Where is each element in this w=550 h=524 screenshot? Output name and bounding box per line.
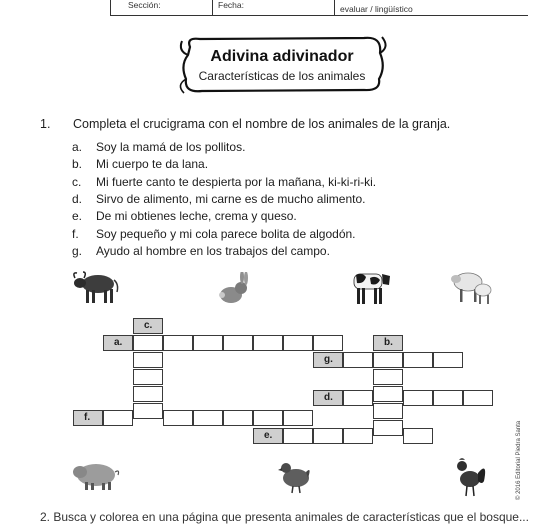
hen-icon	[278, 458, 312, 494]
crossword-cell[interactable]	[403, 428, 433, 444]
crossword-cell[interactable]	[373, 403, 403, 419]
crossword-cell[interactable]	[283, 410, 313, 426]
clue-c: c. Mi fuerte canto te despierta por la mañana, ki-ki-ri-ki.	[72, 175, 377, 189]
crossword-cell[interactable]	[343, 352, 373, 368]
crossword-cell[interactable]	[283, 335, 313, 351]
pig-icon	[72, 458, 122, 494]
clue-a: a. Soy la mamá de los pollitos.	[72, 140, 246, 154]
header-divider	[334, 0, 335, 15]
clue-e: e. De mi obtienes leche, crema y queso.	[72, 209, 297, 223]
crossword-cell[interactable]	[103, 410, 133, 426]
crossword-cell[interactable]	[313, 335, 343, 351]
crossword-cell[interactable]	[283, 428, 313, 444]
crossword-cell[interactable]	[403, 352, 433, 368]
crossword-label-c: c.	[133, 318, 163, 334]
crossword-cell[interactable]	[343, 390, 373, 406]
crossword-cell[interactable]	[133, 352, 163, 368]
crossword-cell[interactable]	[373, 369, 403, 385]
crossword-cell[interactable]	[433, 390, 463, 406]
crossword-cell[interactable]	[223, 335, 253, 351]
crossword-label-g: g.	[313, 352, 343, 368]
crossword-cell[interactable]	[373, 352, 403, 368]
cow-icon	[346, 266, 392, 308]
rooster-icon	[452, 455, 488, 497]
clue-d: d. Sirvo de alimento, mi carne es de mucho alimento.	[72, 192, 366, 206]
question-number: 1.	[40, 117, 51, 131]
clue-g: g. Ayudo al hombre en los trabajos del campo.	[72, 244, 330, 258]
section-label: Sección:	[128, 0, 161, 10]
crossword-cell[interactable]	[253, 410, 283, 426]
crossword-cell[interactable]	[373, 420, 403, 436]
crossword-cell[interactable]	[463, 390, 493, 406]
header-divider	[212, 0, 213, 15]
crossword-cell[interactable]	[163, 335, 193, 351]
page-title: Adivina adivinador	[210, 48, 354, 65]
date-label: Fecha:	[218, 0, 244, 10]
page-subtitle: Características de los animales	[198, 69, 366, 83]
crossword-cell[interactable]	[253, 335, 283, 351]
crossword-cell[interactable]	[133, 386, 163, 402]
header-divider	[110, 0, 111, 15]
crossword-label-d: d.	[313, 390, 343, 406]
crossword-cell[interactable]	[193, 335, 223, 351]
clue-f: f. Soy pequeño y mi cola parece bolita de algodón.	[72, 227, 356, 241]
ox-icon	[72, 268, 120, 306]
copyright-text: © 2016 Editorial Piedra Santa	[516, 420, 522, 500]
crossword-cell[interactable]	[313, 428, 343, 444]
title-banner	[176, 33, 388, 95]
crossword-label-f: f.	[73, 410, 103, 426]
crossword-cell[interactable]	[193, 410, 223, 426]
crossword-label-b: b.	[373, 335, 403, 351]
crossword-cell[interactable]	[403, 390, 433, 406]
crossword-cell[interactable]	[373, 386, 403, 402]
skill-text: evaluar / lingüístico	[340, 4, 413, 14]
crossword-label-e: e.	[253, 428, 283, 444]
crossword-cell[interactable]	[223, 410, 253, 426]
header-rule	[110, 15, 528, 16]
crossword-cell[interactable]	[133, 369, 163, 385]
crossword-label-a: a.	[103, 335, 133, 351]
question-instruction: Completa el crucigrama con el nombre de los animales de la granja.	[73, 117, 451, 131]
rabbit-icon	[218, 272, 250, 306]
crossword-cell[interactable]	[343, 428, 373, 444]
crossword-cell[interactable]	[163, 410, 193, 426]
crossword-cell[interactable]	[133, 335, 163, 351]
crossword-cell[interactable]	[433, 352, 463, 368]
crossword-cell[interactable]	[133, 403, 163, 419]
clue-b: b. Mi cuerpo te da lana.	[72, 157, 209, 171]
next-question-text: 2. Busca y colorea en una página que presenta animales de características que el bosque...	[40, 510, 529, 524]
sheep-icon	[450, 268, 494, 306]
